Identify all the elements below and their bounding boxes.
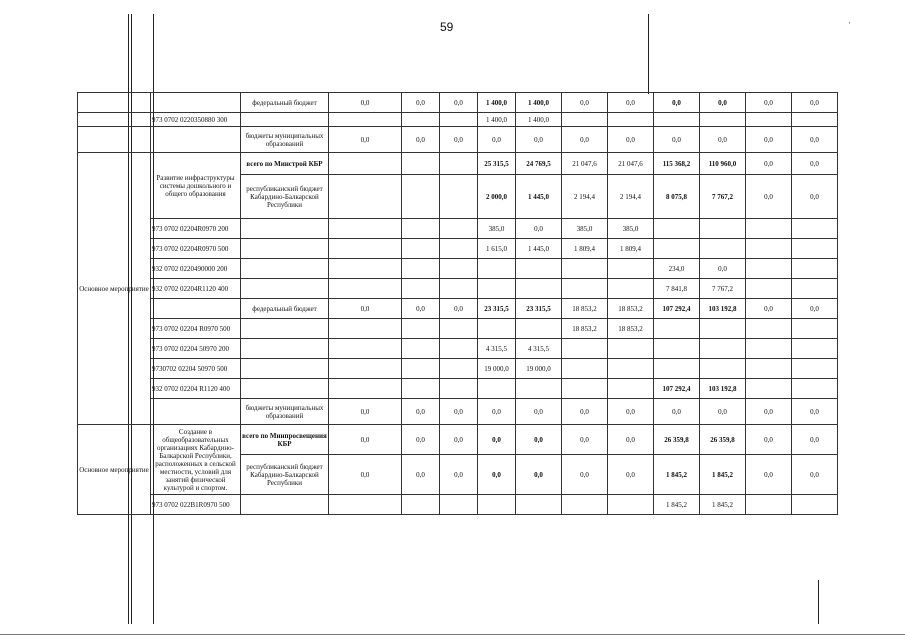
value-cell: 0,0: [562, 127, 608, 153]
value-cell: [516, 259, 562, 279]
funding-source-cell: [241, 495, 329, 515]
value-cell: [516, 279, 562, 299]
table-row: [78, 319, 886, 339]
table-row: [78, 339, 886, 359]
scan-mark: ·: [848, 18, 851, 28]
value-cell: [792, 319, 838, 339]
value-cell: 0,0: [608, 425, 654, 455]
value-cell: [562, 279, 608, 299]
activity-type-cell: [78, 113, 151, 127]
value-cell: 18 853,2: [608, 299, 654, 319]
value-cell: [440, 379, 478, 399]
value-cell: [329, 339, 402, 359]
value-cell: 107 292,4: [654, 379, 700, 399]
value-cell: 0,0: [516, 399, 562, 425]
funding-source-cell: [241, 259, 329, 279]
value-cell: 385,0: [562, 219, 608, 239]
value-cell: 0,0: [792, 399, 838, 425]
value-cell: 385,0: [608, 219, 654, 239]
value-cell: [440, 279, 478, 299]
value-cell: 0,0: [562, 455, 608, 495]
value-cell: [700, 339, 746, 359]
value-cell: 107 292,4: [654, 299, 700, 319]
value-cell: 26 359,8: [654, 425, 700, 455]
value-cell: 8 075,8: [654, 175, 700, 219]
value-cell: [608, 279, 654, 299]
value-cell: [516, 495, 562, 515]
value-cell: 0,0: [329, 425, 402, 455]
value-cell: 1 845,2: [654, 495, 700, 515]
value-cell: 0,0: [654, 399, 700, 425]
value-cell: 0,0: [478, 455, 516, 495]
value-cell: [608, 339, 654, 359]
table-row: [78, 239, 886, 259]
value-cell: 1 400,0: [516, 113, 562, 127]
value-cell: 0,0: [478, 399, 516, 425]
value-cell: 0,0: [792, 299, 838, 319]
value-cell: 0,0: [792, 93, 838, 113]
funding-source-cell: федеральный бюджет: [241, 93, 329, 113]
funding-source-cell: [241, 239, 329, 259]
value-cell: 0,0: [516, 455, 562, 495]
value-cell: [700, 359, 746, 379]
value-cell: 26 359,8: [700, 425, 746, 455]
budget-code-cell: 973 0702 02204R0970 200: [151, 219, 241, 239]
value-cell: [329, 153, 402, 175]
value-cell: 0,0: [700, 259, 746, 279]
value-cell: [402, 359, 440, 379]
value-cell: 0,0: [608, 399, 654, 425]
value-cell: 0,0: [329, 93, 402, 113]
value-cell: [746, 495, 792, 515]
funding-source-cell: [241, 113, 329, 127]
value-cell: 1 445,0: [516, 175, 562, 219]
value-cell: [402, 495, 440, 515]
value-cell: 0,0: [478, 127, 516, 153]
value-cell: [700, 239, 746, 259]
funding-source-cell: федеральный бюджет: [241, 299, 329, 319]
value-cell: 0,0: [792, 425, 838, 455]
value-cell: [402, 239, 440, 259]
table-row: [78, 399, 886, 425]
value-cell: 23 315,5: [478, 299, 516, 319]
value-cell: [402, 279, 440, 299]
budget-code-cell: 932 0702 0220490000 200: [151, 259, 241, 279]
value-cell: 2 194,4: [608, 175, 654, 219]
funding-source-cell: бюджеты муниципальных образований: [241, 399, 329, 425]
activity-type-cell: [78, 93, 151, 113]
value-cell: [654, 319, 700, 339]
value-cell: 0,0: [746, 93, 792, 113]
funding-source-cell: [241, 279, 329, 299]
table-row: [78, 259, 886, 279]
value-cell: [792, 113, 838, 127]
value-cell: [440, 359, 478, 379]
budget-code-cell: [151, 93, 241, 113]
value-cell: [700, 219, 746, 239]
budget-code-cell: 973 0702 0220350880 300: [151, 113, 241, 127]
value-cell: 1 809,4: [562, 239, 608, 259]
value-cell: 0,0: [746, 153, 792, 175]
value-cell: 0,0: [329, 299, 402, 319]
value-cell: [402, 259, 440, 279]
value-cell: [746, 219, 792, 239]
budget-code-cell: 973 0702 02204 50970 200: [151, 339, 241, 359]
value-cell: 234,0: [654, 259, 700, 279]
value-cell: [478, 259, 516, 279]
value-cell: [746, 239, 792, 259]
value-cell: 2 000,0: [478, 175, 516, 219]
value-cell: [402, 379, 440, 399]
value-cell: [654, 219, 700, 239]
value-cell: [746, 113, 792, 127]
value-cell: [516, 379, 562, 399]
value-cell: 0,0: [792, 175, 838, 219]
value-cell: [478, 319, 516, 339]
value-cell: 7 841,8: [654, 279, 700, 299]
table-row: [78, 93, 886, 113]
value-cell: [700, 113, 746, 127]
value-cell: [440, 153, 478, 175]
value-cell: [746, 319, 792, 339]
value-cell: [608, 379, 654, 399]
value-cell: [746, 359, 792, 379]
value-cell: [562, 339, 608, 359]
value-cell: [700, 319, 746, 339]
value-cell: 0,0: [402, 399, 440, 425]
value-cell: [440, 495, 478, 515]
value-cell: 1 809,4: [608, 239, 654, 259]
value-cell: 0,0: [746, 455, 792, 495]
value-cell: 0,0: [329, 399, 402, 425]
value-cell: [608, 113, 654, 127]
table-row: [78, 379, 886, 399]
value-cell: [440, 175, 478, 219]
value-cell: [329, 175, 402, 219]
value-cell: 0,0: [516, 127, 562, 153]
value-cell: 0,0: [329, 127, 402, 153]
budget-code-cell: 973 0702 022В1R0970 500: [151, 495, 241, 515]
value-cell: [654, 339, 700, 359]
value-cell: 1 400,0: [478, 93, 516, 113]
funding-source-cell: республиканский бюджет Кабардино-Балкарской Республики: [241, 175, 329, 219]
value-cell: [608, 495, 654, 515]
value-cell: 0,0: [440, 127, 478, 153]
value-cell: [792, 259, 838, 279]
value-cell: [478, 495, 516, 515]
value-cell: 7 767,2: [700, 175, 746, 219]
value-cell: 0,0: [608, 455, 654, 495]
funding-source-cell: всего по Минстрой КБР: [241, 153, 329, 175]
value-cell: 0,0: [746, 175, 792, 219]
value-cell: 18 853,2: [608, 319, 654, 339]
value-cell: [654, 239, 700, 259]
value-cell: 0,0: [516, 425, 562, 455]
value-cell: 0,0: [746, 425, 792, 455]
activity-type-cell: Основное мероприятие: [78, 425, 151, 515]
value-cell: 0,0: [329, 455, 402, 495]
value-cell: 0,0: [402, 425, 440, 455]
value-cell: [478, 279, 516, 299]
value-cell: [792, 239, 838, 259]
budget-code-cell: 973 0702 02204R0970 500: [151, 239, 241, 259]
value-cell: [562, 359, 608, 379]
value-cell: [402, 339, 440, 359]
value-cell: [562, 259, 608, 279]
value-cell: [792, 339, 838, 359]
table-row: [78, 299, 886, 319]
value-cell: [329, 279, 402, 299]
table-row: [78, 153, 886, 175]
value-cell: 0,0: [402, 455, 440, 495]
value-cell: [402, 175, 440, 219]
funding-source-cell: [241, 379, 329, 399]
activity-title-cell: Развитие инфраструктуры системы дошкольного и общего образования: [151, 153, 241, 219]
value-cell: [792, 495, 838, 515]
bottom-edge-line: [0, 634, 905, 635]
value-cell: 0,0: [440, 455, 478, 495]
value-cell: 1 445,0: [516, 239, 562, 259]
value-cell: [329, 239, 402, 259]
value-cell: 0,0: [440, 93, 478, 113]
value-cell: [329, 359, 402, 379]
value-cell: 1 615,0: [478, 239, 516, 259]
value-cell: [478, 379, 516, 399]
budget-code-cell: [151, 399, 241, 425]
value-cell: 385,0: [478, 219, 516, 239]
value-cell: 0,0: [440, 299, 478, 319]
value-cell: [440, 113, 478, 127]
value-cell: 0,0: [608, 93, 654, 113]
funding-source-cell: республиканский бюджет Кабардино-Балкарской Республики: [241, 455, 329, 495]
value-cell: [608, 359, 654, 379]
value-cell: 0,0: [654, 93, 700, 113]
value-cell: [329, 113, 402, 127]
value-cell: 1 845,2: [700, 495, 746, 515]
value-cell: [329, 259, 402, 279]
value-cell: [792, 359, 838, 379]
value-cell: [654, 359, 700, 379]
margin-line: [818, 580, 819, 624]
value-cell: 0,0: [562, 425, 608, 455]
value-cell: 4 315,5: [516, 339, 562, 359]
value-cell: 0,0: [562, 93, 608, 113]
value-cell: 21 047,6: [562, 153, 608, 175]
value-cell: 0,0: [440, 399, 478, 425]
value-cell: 0,0: [402, 93, 440, 113]
funding-source-cell: всего по Минпросвещения КБР: [241, 425, 329, 455]
value-cell: [440, 339, 478, 359]
value-cell: [746, 339, 792, 359]
funding-source-cell: бюджеты муниципальных образований: [241, 127, 329, 153]
budget-code-cell: [151, 127, 241, 153]
value-cell: [516, 319, 562, 339]
value-cell: [746, 279, 792, 299]
value-cell: 0,0: [402, 127, 440, 153]
funding-source-cell: [241, 339, 329, 359]
value-cell: 7 767,2: [700, 279, 746, 299]
value-cell: 4 315,5: [478, 339, 516, 359]
value-cell: [562, 379, 608, 399]
value-cell: [440, 219, 478, 239]
value-cell: 21 047,6: [608, 153, 654, 175]
value-cell: 110 960,0: [700, 153, 746, 175]
table-row: [78, 495, 886, 515]
budget-code-cell: 932 0702 02204R1120 400: [151, 279, 241, 299]
value-cell: 19 000,0: [516, 359, 562, 379]
activity-type-cell: [78, 127, 151, 153]
value-cell: [792, 379, 838, 399]
table-row: [78, 113, 886, 127]
budget-code-cell: [151, 299, 241, 319]
value-cell: [746, 379, 792, 399]
funding-source-cell: [241, 319, 329, 339]
value-cell: [654, 113, 700, 127]
value-cell: 24 769,5: [516, 153, 562, 175]
value-cell: 0,0: [700, 127, 746, 153]
value-cell: 0,0: [792, 153, 838, 175]
table-row: [78, 425, 886, 455]
value-cell: 103 192,8: [700, 379, 746, 399]
funding-source-cell: [241, 219, 329, 239]
value-cell: [402, 219, 440, 239]
value-cell: [329, 495, 402, 515]
value-cell: 0,0: [746, 127, 792, 153]
table-row: [78, 219, 886, 239]
value-cell: [440, 319, 478, 339]
budget-table: [77, 92, 886, 515]
value-cell: [329, 219, 402, 239]
value-cell: 1 400,0: [478, 113, 516, 127]
budget-code-cell: 932 0702 02204 R1120 400: [151, 379, 241, 399]
value-cell: [746, 259, 792, 279]
value-cell: 103 192,8: [700, 299, 746, 319]
value-cell: 0,0: [700, 399, 746, 425]
value-cell: [329, 319, 402, 339]
value-cell: [402, 113, 440, 127]
page-number: 59: [440, 20, 454, 34]
value-cell: [792, 219, 838, 239]
value-cell: 115 368,2: [654, 153, 700, 175]
value-cell: 2 194,4: [562, 175, 608, 219]
margin-line: [648, 14, 649, 94]
value-cell: [562, 495, 608, 515]
value-cell: 0,0: [608, 127, 654, 153]
value-cell: 0,0: [746, 399, 792, 425]
table-row: [78, 127, 886, 153]
value-cell: 0,0: [792, 455, 838, 495]
activity-type-cell: Основное мероприятие: [78, 153, 151, 425]
value-cell: 0,0: [478, 425, 516, 455]
value-cell: [440, 259, 478, 279]
budget-code-cell: 9730702 02204 50970 500: [151, 359, 241, 379]
value-cell: [792, 279, 838, 299]
value-cell: 0,0: [516, 219, 562, 239]
value-cell: [329, 379, 402, 399]
table-row: [78, 279, 886, 299]
budget-code-cell: 973 0702 02204 R0970 500: [151, 319, 241, 339]
value-cell: 0,0: [654, 127, 700, 153]
value-cell: 0,0: [562, 399, 608, 425]
value-cell: [402, 319, 440, 339]
value-cell: 18 853,2: [562, 319, 608, 339]
value-cell: 18 853,2: [562, 299, 608, 319]
value-cell: 1 845,2: [700, 455, 746, 495]
value-cell: 0,0: [402, 299, 440, 319]
table-row: [78, 359, 886, 379]
value-cell: 1 845,2: [654, 455, 700, 495]
value-cell: 0,0: [792, 127, 838, 153]
value-cell: [440, 239, 478, 259]
value-cell: [402, 153, 440, 175]
value-cell: 0,0: [440, 425, 478, 455]
value-cell: 23 315,5: [516, 299, 562, 319]
value-cell: [608, 259, 654, 279]
value-cell: 0,0: [746, 299, 792, 319]
value-cell: 1 400,0: [516, 93, 562, 113]
activity-title-cell: Создание в общеобразовательных организациях Кабардино-Балкарской Республики, расположенных в сельской местности, условий для занятий физической культурой и спортом.: [151, 425, 241, 495]
value-cell: 0,0: [700, 93, 746, 113]
value-cell: 25 315,5: [478, 153, 516, 175]
value-cell: [562, 113, 608, 127]
funding-source-cell: [241, 359, 329, 379]
value-cell: 19 000,0: [478, 359, 516, 379]
